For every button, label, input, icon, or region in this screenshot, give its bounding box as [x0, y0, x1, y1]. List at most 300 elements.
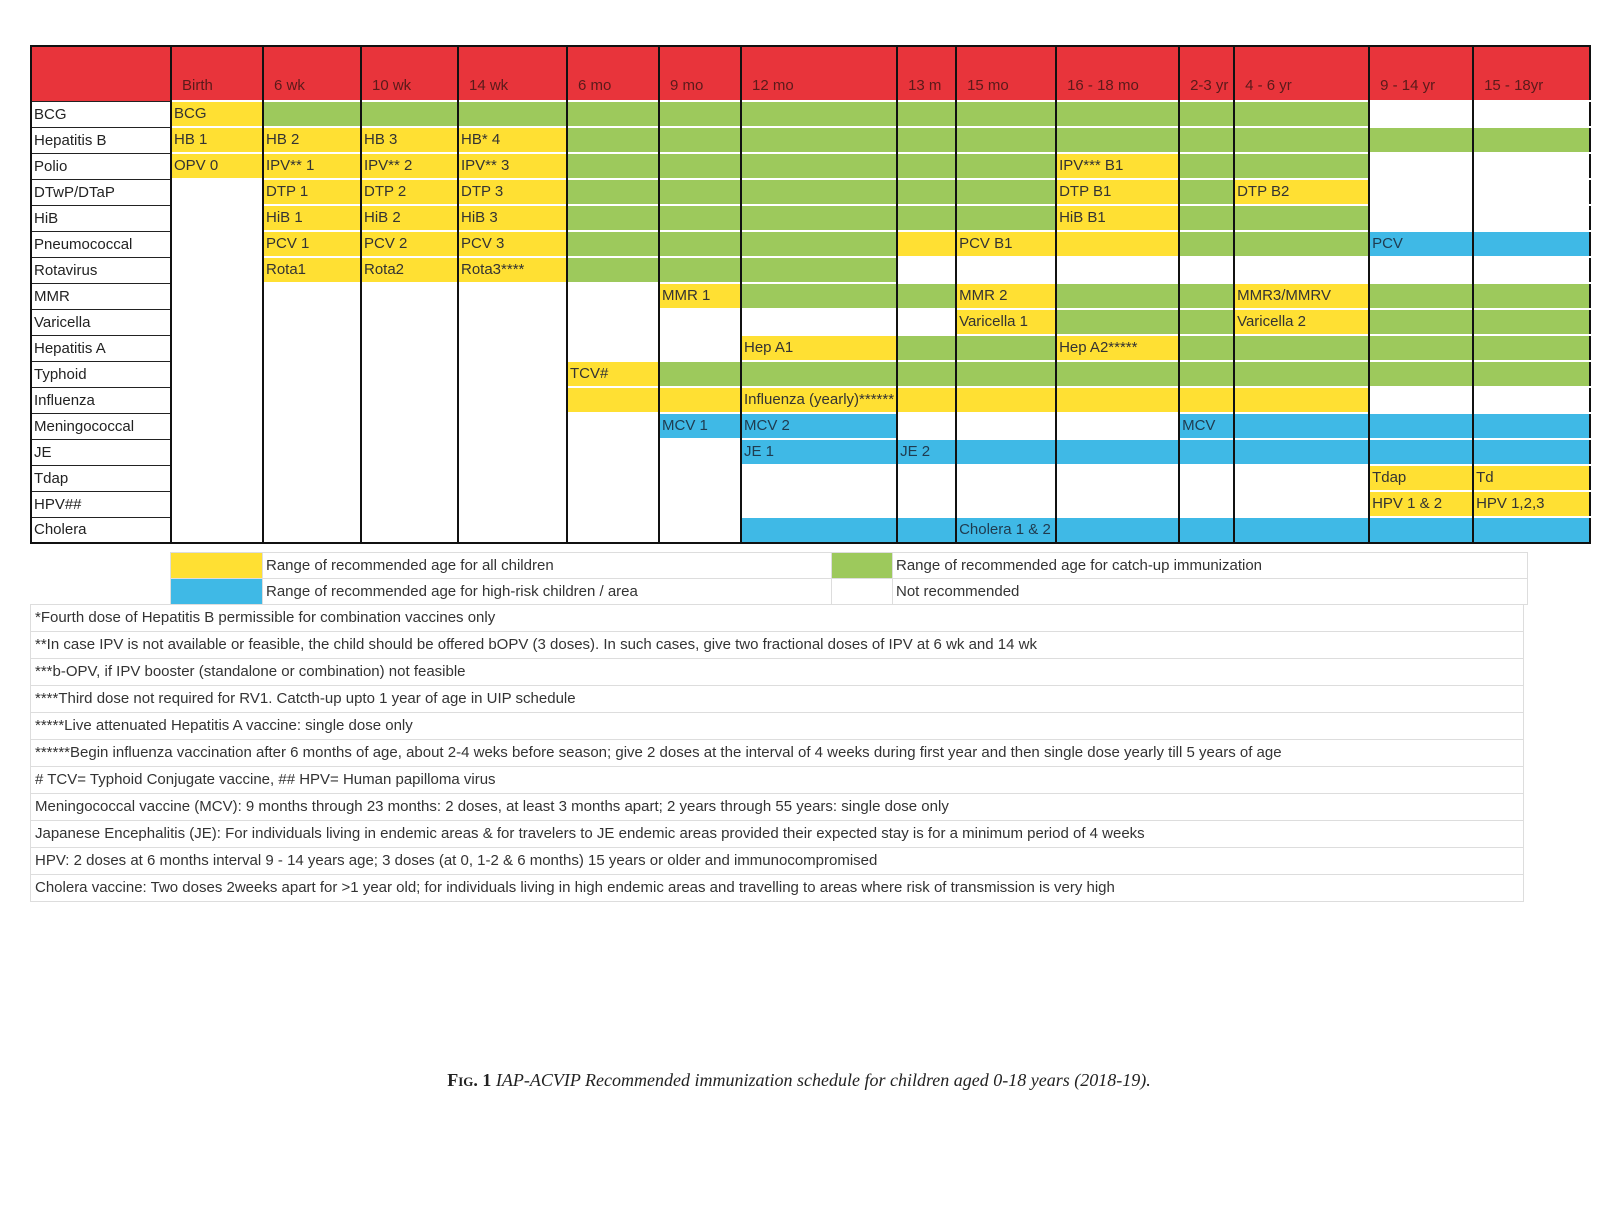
schedule-cell	[458, 309, 567, 335]
schedule-cell: DTP B2	[1234, 179, 1369, 205]
schedule-cell	[263, 387, 361, 413]
schedule-cell	[1369, 257, 1473, 283]
schedule-cell	[1473, 257, 1590, 283]
schedule-cell	[263, 517, 361, 543]
legend-label-white: Not recommended	[893, 579, 1528, 605]
schedule-cell: PCV B1	[956, 231, 1056, 257]
schedule-cell	[659, 309, 741, 335]
schedule-cell	[567, 153, 659, 179]
schedule-cell: HB 3	[361, 127, 458, 153]
schedule-cell	[741, 283, 897, 309]
schedule-cell	[1369, 387, 1473, 413]
schedule-cell	[458, 413, 567, 439]
schedule-cell	[897, 465, 956, 491]
schedule-cell	[741, 231, 897, 257]
schedule-cell	[171, 309, 263, 335]
schedule-cell	[1234, 491, 1369, 517]
vaccine-name: Hepatitis B	[31, 127, 171, 153]
footnote: # TCV= Typhoid Conjugate vaccine, ## HPV= Human papilloma virus	[31, 767, 1524, 794]
figure-caption	[0, 1070, 1598, 1091]
schedule-cell	[567, 179, 659, 205]
schedule-cell	[741, 309, 897, 335]
schedule-cell: Hep A1	[741, 335, 897, 361]
vaccine-name: HiB	[31, 205, 171, 231]
schedule-cell	[171, 439, 263, 465]
schedule-cell	[1179, 231, 1234, 257]
age-column-header: 10 wk	[361, 46, 458, 101]
schedule-cell: MCV 2	[741, 413, 897, 439]
schedule-cell	[659, 231, 741, 257]
schedule-cell	[741, 205, 897, 231]
vaccine-row	[31, 127, 1590, 153]
schedule-cell	[1056, 439, 1179, 465]
schedule-cell	[171, 413, 263, 439]
schedule-cell: OPV 0	[171, 153, 263, 179]
schedule-cell	[741, 465, 897, 491]
schedule-cell	[458, 491, 567, 517]
schedule-cell	[1473, 153, 1590, 179]
schedule-cell	[1179, 361, 1234, 387]
footnote-row	[31, 605, 1524, 632]
schedule-cell	[171, 231, 263, 257]
schedule-cell	[1056, 413, 1179, 439]
schedule-cell: IPV** 1	[263, 153, 361, 179]
schedule-cell	[567, 257, 659, 283]
schedule-cell	[1473, 179, 1590, 205]
schedule-cell	[897, 413, 956, 439]
legend-label-green: Range of recommended age for catch-up immunization	[893, 553, 1528, 579]
schedule-cell	[1056, 101, 1179, 127]
schedule-cell	[956, 101, 1056, 127]
schedule-cell: Rota2	[361, 257, 458, 283]
schedule-cell	[741, 127, 897, 153]
schedule-cell	[567, 387, 659, 413]
vaccine-name: Cholera	[31, 517, 171, 543]
footnote-row	[31, 875, 1524, 902]
schedule-cell	[1179, 439, 1234, 465]
legend-row-1	[171, 553, 1528, 579]
schedule-cell	[171, 517, 263, 543]
schedule-cell: Varicella 2	[1234, 309, 1369, 335]
schedule-cell: DTP 2	[361, 179, 458, 205]
schedule-cell	[1056, 465, 1179, 491]
vaccine-name: MMR	[31, 283, 171, 309]
schedule-cell	[1234, 257, 1369, 283]
schedule-cell	[897, 257, 956, 283]
schedule-cell	[741, 101, 897, 127]
schedule-cell	[458, 387, 567, 413]
schedule-cell	[458, 335, 567, 361]
schedule-cell	[897, 491, 956, 517]
age-column-header: 12 mo	[741, 46, 897, 101]
schedule-cell	[897, 205, 956, 231]
schedule-cell	[1056, 309, 1179, 335]
schedule-cell	[956, 361, 1056, 387]
schedule-cell	[171, 205, 263, 231]
footnote: ***b-OPV, if IPV booster (standalone or combination) not feasible	[31, 659, 1524, 686]
vaccine-row	[31, 413, 1590, 439]
schedule-cell	[1179, 283, 1234, 309]
schedule-cell	[1369, 517, 1473, 543]
age-column-header: 14 wk	[458, 46, 567, 101]
schedule-cell	[1473, 101, 1590, 127]
schedule-cell	[1473, 517, 1590, 543]
schedule-cell	[263, 101, 361, 127]
schedule-cell	[897, 309, 956, 335]
schedule-cell	[263, 465, 361, 491]
schedule-cell	[171, 465, 263, 491]
footnote: ****Third dose not required for RV1. Catcth-up upto 1 year of age in UIP schedule	[31, 686, 1524, 713]
vaccine-row	[31, 101, 1590, 127]
vaccine-row	[31, 231, 1590, 257]
schedule-cell	[171, 283, 263, 309]
schedule-cell	[956, 439, 1056, 465]
vaccine-name: Varicella	[31, 309, 171, 335]
schedule-cell	[458, 101, 567, 127]
schedule-cell: Influenza (yearly)******	[741, 387, 897, 413]
schedule-cell	[956, 257, 1056, 283]
age-column-header: 9 - 14 yr	[1369, 46, 1473, 101]
schedule-cell	[1473, 439, 1590, 465]
schedule-cell	[458, 517, 567, 543]
schedule-cell	[659, 491, 741, 517]
vaccine-row	[31, 257, 1590, 283]
schedule-cell	[1234, 387, 1369, 413]
schedule-cell: MMR 2	[956, 283, 1056, 309]
schedule-cell	[659, 361, 741, 387]
schedule-cell	[567, 127, 659, 153]
schedule-cell	[1056, 361, 1179, 387]
footnote: ******Begin influenza vaccination after 6 months of age, about 2-4 weks before season; give 2 doses at the interval of 4 weeks during first year and then single dose yearly till 5 years of age	[31, 740, 1524, 767]
schedule-cell	[1369, 179, 1473, 205]
schedule-cell	[1369, 283, 1473, 309]
schedule-cell	[171, 179, 263, 205]
schedule-cell	[171, 257, 263, 283]
schedule-cell	[956, 179, 1056, 205]
legend-swatch-yellow	[171, 553, 263, 579]
schedule-cell	[956, 153, 1056, 179]
schedule-cell	[659, 335, 741, 361]
schedule-cell	[263, 491, 361, 517]
footnote: Meningococcal vaccine (MCV): 9 months through 23 months: 2 doses, at least 3 months apart; 2 years through 55 years: single dose only	[31, 794, 1524, 821]
legend-row-2	[171, 579, 1528, 605]
schedule-cell	[458, 283, 567, 309]
schedule-cell	[361, 517, 458, 543]
schedule-cell	[897, 153, 956, 179]
schedule-cell	[361, 361, 458, 387]
schedule-cell	[1179, 205, 1234, 231]
schedule-cell	[1056, 283, 1179, 309]
header-corner	[31, 46, 171, 101]
schedule-cell	[361, 413, 458, 439]
age-column-header: 15 - 18yr	[1473, 46, 1590, 101]
schedule-cell	[567, 309, 659, 335]
schedule-cell: DTP 1	[263, 179, 361, 205]
schedule-cell	[897, 179, 956, 205]
schedule-cell	[741, 153, 897, 179]
schedule-cell: Rota1	[263, 257, 361, 283]
schedule-cell	[171, 387, 263, 413]
age-column-header: 2-3 yr	[1179, 46, 1234, 101]
vaccine-row	[31, 153, 1590, 179]
schedule-cell: HiB 3	[458, 205, 567, 231]
schedule-cell	[361, 491, 458, 517]
schedule-cell	[1179, 257, 1234, 283]
schedule-cell	[659, 257, 741, 283]
age-column-header: 15 mo	[956, 46, 1056, 101]
schedule-cell	[1369, 361, 1473, 387]
schedule-cell	[567, 413, 659, 439]
schedule-cell: Cholera 1 & 2	[956, 517, 1056, 543]
schedule-cell	[659, 205, 741, 231]
vaccine-row	[31, 517, 1590, 543]
schedule-cell: HiB 2	[361, 205, 458, 231]
schedule-cell	[956, 465, 1056, 491]
schedule-cell	[1369, 335, 1473, 361]
schedule-cell: Varicella 1	[956, 309, 1056, 335]
schedule-cell	[956, 335, 1056, 361]
schedule-cell	[1234, 205, 1369, 231]
legend-label-blue: Range of recommended age for high-risk children / area	[263, 579, 832, 605]
schedule-cell	[458, 465, 567, 491]
schedule-cell	[1179, 153, 1234, 179]
schedule-cell	[1234, 153, 1369, 179]
age-header-row	[31, 46, 1590, 101]
schedule-cell: IPV** 2	[361, 153, 458, 179]
footnote: Japanese Encephalitis (JE): For individuals living in endemic areas & for travelers to JE endemic areas provided their expected stay is for a minimum period of 4 weeks	[31, 821, 1524, 848]
legend-label-yellow: Range of recommended age for all children	[263, 553, 832, 579]
schedule-cell	[659, 439, 741, 465]
schedule-cell	[567, 101, 659, 127]
schedule-cell	[659, 101, 741, 127]
vaccine-row	[31, 361, 1590, 387]
schedule-cell	[1473, 413, 1590, 439]
schedule-cell: HB 1	[171, 127, 263, 153]
schedule-cell	[741, 361, 897, 387]
schedule-cell	[741, 491, 897, 517]
schedule-cell	[171, 491, 263, 517]
schedule-cell	[659, 127, 741, 153]
schedule-cell	[1179, 335, 1234, 361]
schedule-cell	[1473, 361, 1590, 387]
schedule-cell	[361, 309, 458, 335]
vaccine-row	[31, 179, 1590, 205]
schedule-cell	[1473, 127, 1590, 153]
schedule-cell	[1179, 127, 1234, 153]
schedule-cell	[567, 465, 659, 491]
age-column-header: 6 mo	[567, 46, 659, 101]
schedule-cell	[263, 309, 361, 335]
schedule-cell	[1056, 127, 1179, 153]
schedule-cell	[263, 283, 361, 309]
age-column-header: 13 m	[897, 46, 956, 101]
vaccine-name: JE	[31, 439, 171, 465]
age-column-header: 6 wk	[263, 46, 361, 101]
footnote-row	[31, 821, 1524, 848]
schedule-cell	[361, 465, 458, 491]
footnote: **In case IPV is not available or feasible, the child should be offered bOPV (3 doses). In such cases, give two fractional doses of IPV at 6 wk and 14 wk	[31, 632, 1524, 659]
schedule-body	[31, 101, 1590, 543]
vaccine-row	[31, 439, 1590, 465]
footnote-row	[31, 686, 1524, 713]
schedule-cell: PCV 3	[458, 231, 567, 257]
schedule-cell	[1234, 439, 1369, 465]
vaccine-row	[31, 283, 1590, 309]
schedule-cell: MMR 1	[659, 283, 741, 309]
schedule-cell	[361, 387, 458, 413]
schedule-cell	[1179, 309, 1234, 335]
schedule-cell	[741, 517, 897, 543]
schedule-cell	[458, 439, 567, 465]
schedule-cell	[1056, 231, 1179, 257]
schedule-cell	[263, 335, 361, 361]
age-column-header: 9 mo	[659, 46, 741, 101]
schedule-cell	[956, 205, 1056, 231]
schedule-cell: Rota3****	[458, 257, 567, 283]
schedule-cell	[1473, 309, 1590, 335]
schedule-cell	[567, 439, 659, 465]
schedule-cell	[361, 335, 458, 361]
schedule-cell: PCV 1	[263, 231, 361, 257]
schedule-cell	[1179, 101, 1234, 127]
schedule-cell	[897, 517, 956, 543]
schedule-cell	[659, 179, 741, 205]
schedule-cell	[897, 101, 956, 127]
schedule-cell	[361, 439, 458, 465]
schedule-cell	[458, 361, 567, 387]
schedule-cell	[1473, 205, 1590, 231]
schedule-cell: HiB 1	[263, 205, 361, 231]
schedule-cell	[659, 517, 741, 543]
figure-caption-text: IAP-ACVIP Recommended immunization schedule for children aged 0-18 years (2018-19).	[495, 1070, 1151, 1090]
footnote-row	[31, 659, 1524, 686]
schedule-cell	[659, 387, 741, 413]
schedule-cell	[1179, 517, 1234, 543]
schedule-cell	[1056, 387, 1179, 413]
schedule-cell	[956, 491, 1056, 517]
schedule-cell	[1234, 361, 1369, 387]
schedule-cell: JE 1	[741, 439, 897, 465]
schedule-cell	[659, 153, 741, 179]
schedule-cell	[1234, 101, 1369, 127]
vaccine-name: Typhoid	[31, 361, 171, 387]
schedule-cell	[897, 387, 956, 413]
schedule-cell: PCV 2	[361, 231, 458, 257]
schedule-cell	[1473, 231, 1590, 257]
schedule-cell	[361, 101, 458, 127]
schedule-cell	[897, 335, 956, 361]
schedule-cell	[1369, 309, 1473, 335]
vaccine-name: Pneumococcal	[31, 231, 171, 257]
footnote: *****Live attenuated Hepatitis A vaccine: single dose only	[31, 713, 1524, 740]
age-column-header: Birth	[171, 46, 263, 101]
vaccine-row	[31, 491, 1590, 517]
footnote-row	[31, 767, 1524, 794]
schedule-cell	[567, 335, 659, 361]
schedule-cell	[171, 335, 263, 361]
schedule-cell: HPV 1 & 2	[1369, 491, 1473, 517]
schedule-cell	[659, 465, 741, 491]
schedule-cell	[1234, 335, 1369, 361]
schedule-cell	[956, 127, 1056, 153]
schedule-cell: Hep A2*****	[1056, 335, 1179, 361]
footnote: HPV: 2 doses at 6 months interval 9 - 14 years age; 3 doses (at 0, 1-2 & 6 months) 15 years or older and immunocompromised	[31, 848, 1524, 875]
figure-label: Fig. 1	[447, 1070, 492, 1090]
schedule-cell	[263, 413, 361, 439]
age-column-header: 4 - 6 yr	[1234, 46, 1369, 101]
schedule-cell	[1369, 101, 1473, 127]
schedule-cell	[1056, 491, 1179, 517]
legend-swatch-blue	[171, 579, 263, 605]
footnote-row	[31, 632, 1524, 659]
vaccine-row	[31, 387, 1590, 413]
schedule-cell: Td	[1473, 465, 1590, 491]
footnote-row	[31, 848, 1524, 875]
schedule-cell	[897, 283, 956, 309]
vaccine-name: Meningococcal	[31, 413, 171, 439]
schedule-cell	[1473, 335, 1590, 361]
footnote: *Fourth dose of Hepatitis B permissible for combination vaccines only	[31, 605, 1524, 632]
schedule-cell	[897, 231, 956, 257]
schedule-cell	[567, 517, 659, 543]
schedule-cell	[1369, 153, 1473, 179]
vaccine-name: Hepatitis A	[31, 335, 171, 361]
schedule-cell	[263, 439, 361, 465]
schedule-cell: MMR3/MMRV	[1234, 283, 1369, 309]
vaccine-name: Tdap	[31, 465, 171, 491]
footnote-row	[31, 794, 1524, 821]
schedule-cell: BCG	[171, 101, 263, 127]
vaccine-row	[31, 309, 1590, 335]
schedule-cell	[361, 283, 458, 309]
age-column-header: 16 - 18 mo	[1056, 46, 1179, 101]
schedule-cell	[1234, 231, 1369, 257]
vaccine-row	[31, 335, 1590, 361]
schedule-cell	[1234, 465, 1369, 491]
schedule-cell: TCV#	[567, 361, 659, 387]
schedule-cell	[1056, 517, 1179, 543]
vaccine-row	[31, 205, 1590, 231]
schedule-cell: MCV	[1179, 413, 1234, 439]
schedule-cell	[567, 205, 659, 231]
schedule-cell	[1234, 127, 1369, 153]
immunization-schedule-table	[30, 45, 1591, 544]
footnote-row	[31, 740, 1524, 767]
vaccine-name: Rotavirus	[31, 257, 171, 283]
schedule-cell	[897, 361, 956, 387]
schedule-cell	[1473, 387, 1590, 413]
schedule-cell	[263, 361, 361, 387]
vaccine-name: BCG	[31, 101, 171, 127]
schedule-cell: DTP 3	[458, 179, 567, 205]
schedule-cell: MCV 1	[659, 413, 741, 439]
schedule-cell	[741, 179, 897, 205]
schedule-cell: HB 2	[263, 127, 361, 153]
schedule-cell	[1179, 179, 1234, 205]
legend	[170, 552, 1528, 605]
schedule-cell	[1369, 205, 1473, 231]
schedule-cell	[1369, 127, 1473, 153]
footnote: Cholera vaccine: Two doses 2weeks apart for >1 year old; for individuals living in high endemic areas and travelling to areas where risk of transmission is very high	[31, 875, 1524, 902]
schedule-cell: PCV	[1369, 231, 1473, 257]
schedule-cell	[567, 231, 659, 257]
schedule-cell	[956, 387, 1056, 413]
schedule-cell: HB* 4	[458, 127, 567, 153]
schedule-cell: HiB B1	[1056, 205, 1179, 231]
schedule-cell	[1179, 387, 1234, 413]
schedule-cell: HPV 1,2,3	[1473, 491, 1590, 517]
schedule-cell	[1369, 439, 1473, 465]
